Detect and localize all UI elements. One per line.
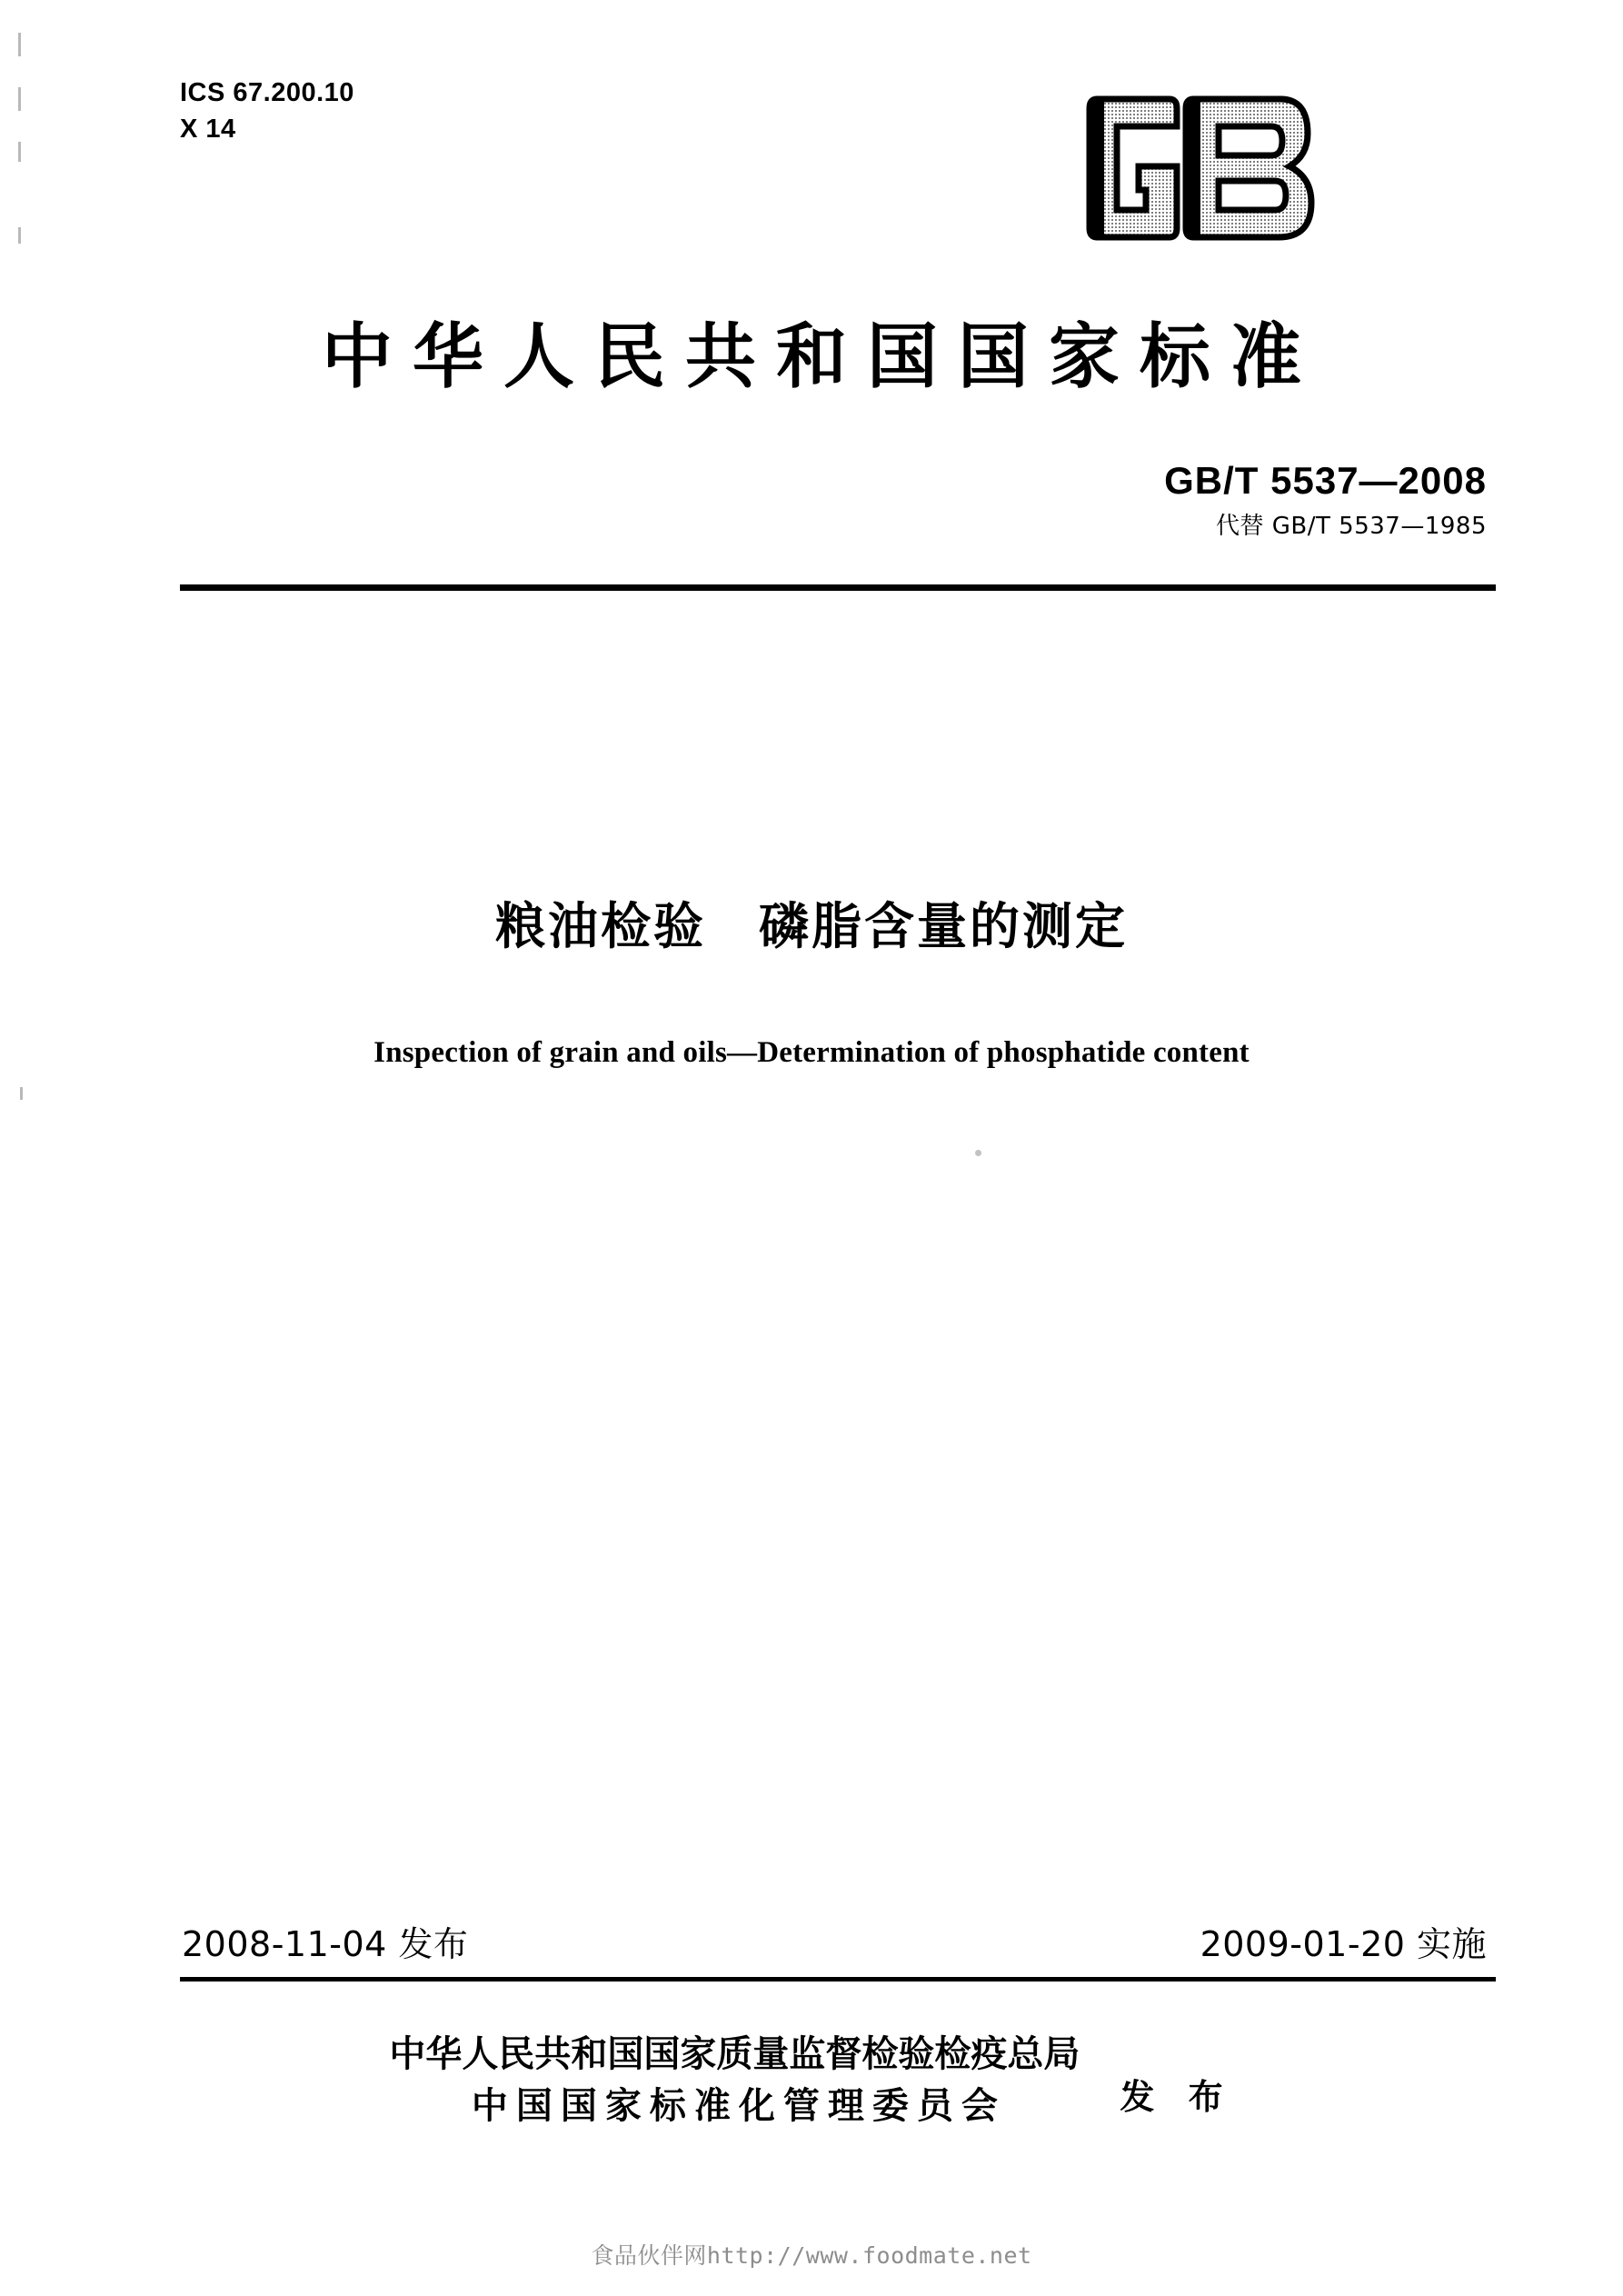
scan-edge-mark [20,1087,23,1100]
issuing-authority-block [0,2029,1623,2132]
national-standard-title: 中华人民共和国国家标准 [321,316,1321,398]
ics-code: ICS 67.200.10 [180,78,354,107]
scan-edge-mark [18,33,21,56]
issue-date: 2008-11-04 发布 [182,1924,469,1964]
site-watermark: 食品伙伴网http://www.foodmate.net [591,2242,1032,2269]
scan-speck [975,1150,981,1156]
scan-edge-mark [18,142,21,162]
scan-edge-mark [18,227,21,244]
gb-logo-icon [1086,95,1404,241]
effective-date: 2009-01-20 实施 [1200,1924,1487,1964]
issuing-authority-names [389,2029,1080,2132]
document-title-english: Inspection of grain and oils—Determination of phosphatide content [373,1036,1250,1069]
scan-edge-mark [18,87,21,111]
issuer-line-1: 中华人民共和国国家质量监督检验检疫总局 [389,2033,1080,2075]
standard-number: GB/T 5537—2008 [1164,459,1487,502]
classification-code: X 14 [180,115,236,145]
standard-replaces: 代替 GB/T 5537—1985 [1216,513,1487,540]
ics-classification-block [180,75,354,147]
issuer-line-2: 中国国家标准化管理委员会 [471,2084,1006,2127]
document-title-chinese: 粮油检验 磷脂含量的测定 [494,897,1128,955]
footer-divider [180,1977,1496,1982]
header-divider [180,584,1496,591]
publish-label: 发 布 [1120,2077,1234,2118]
